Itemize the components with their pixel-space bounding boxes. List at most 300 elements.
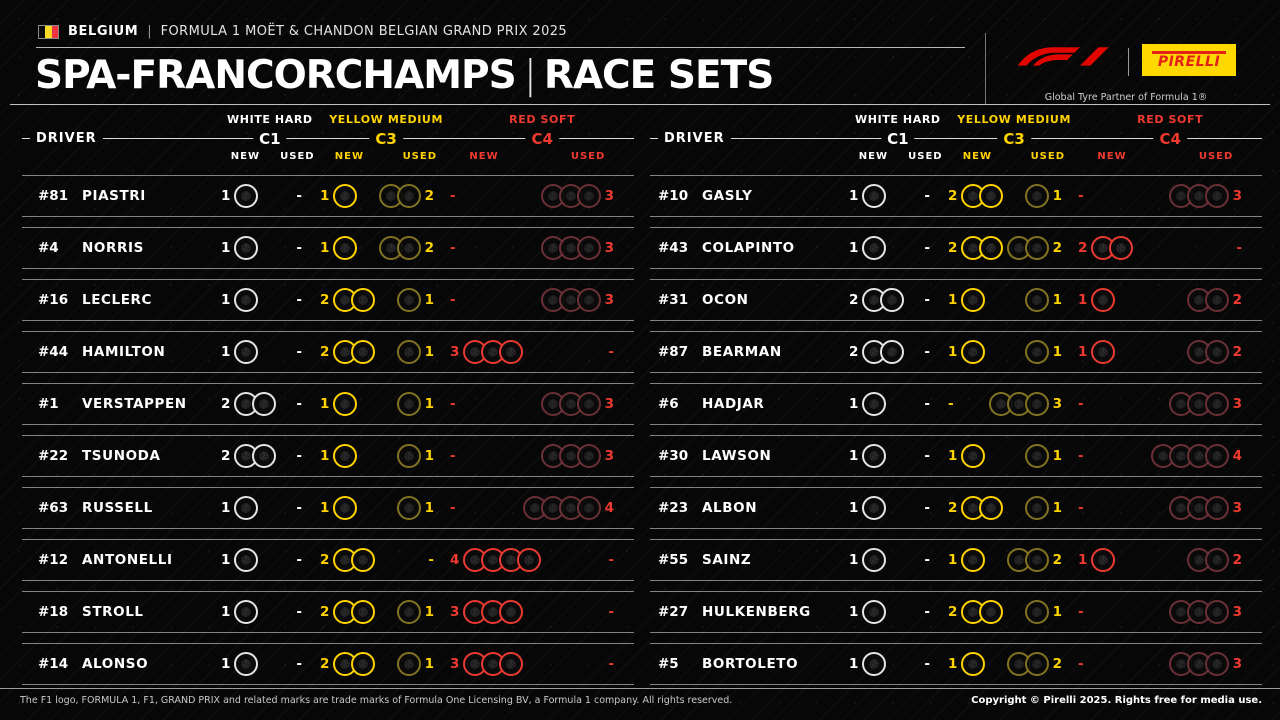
driver-cell	[650, 344, 833, 360]
header-separator: |	[147, 24, 152, 39]
tire-icon-c4-new	[1109, 236, 1133, 260]
soft-tyres-cell	[1078, 332, 1262, 372]
medium-tyres-cell	[948, 176, 1078, 216]
hard-new-sets	[221, 288, 258, 312]
table-row	[22, 383, 634, 425]
tire-icon-c3-new	[333, 496, 357, 520]
hard-used-sets	[296, 656, 302, 672]
col-header-hard-used: USED	[908, 151, 943, 162]
set-count: 1	[948, 292, 958, 308]
no-sets-dash: -	[924, 240, 930, 256]
no-sets-dash: -	[1078, 656, 1084, 672]
tire-icons	[463, 548, 541, 572]
hard-new-sets	[849, 496, 886, 520]
hard-new-sets	[849, 444, 886, 468]
table-row	[650, 383, 1262, 425]
tire-icons	[234, 496, 258, 520]
driver-number: #43	[658, 240, 689, 256]
no-sets-dash: -	[296, 604, 302, 620]
tire-icons	[1091, 288, 1115, 312]
set-count: 2	[1232, 344, 1242, 360]
no-sets-dash: -	[608, 656, 614, 672]
tire-icons	[234, 392, 276, 416]
driver-name: TSUNODA	[82, 448, 161, 464]
medium-used-sets	[1025, 444, 1062, 468]
table-right	[650, 112, 1262, 695]
medium-used-sets	[397, 652, 434, 676]
driver-number: #30	[658, 448, 689, 464]
tire-icon-c4-used	[577, 392, 601, 416]
soft-new-sets	[450, 292, 456, 308]
hard-used-sets	[296, 292, 302, 308]
tire-icons	[1169, 496, 1229, 520]
tire-icons	[862, 340, 904, 364]
driver-name: VERSTAPPEN	[82, 396, 187, 412]
soft-tyres-cell	[1078, 228, 1262, 268]
soft-tyres-cell	[1078, 280, 1262, 320]
medium-tyres-cell	[320, 592, 450, 632]
hard-new-sets	[221, 184, 258, 208]
driver-cell	[22, 344, 205, 360]
driver-name: ALBON	[702, 500, 758, 516]
no-sets-dash: -	[450, 292, 456, 308]
tire-icons	[234, 236, 258, 260]
medium-new-sets	[948, 184, 1003, 208]
driver-name: ANTONELLI	[82, 552, 173, 568]
tire-icons	[862, 184, 886, 208]
tire-icon-c3-new	[351, 600, 375, 624]
driver-name: HAMILTON	[82, 344, 166, 360]
driver-name: HADJAR	[702, 396, 765, 412]
no-sets-dash: -	[1236, 240, 1242, 256]
medium-new-sets	[320, 288, 375, 312]
compound-code-c1: C1	[253, 130, 286, 148]
col-header-medium-used: USED	[1030, 151, 1066, 162]
tire-icon-c4-new	[499, 600, 523, 624]
driver-cell	[22, 604, 205, 620]
set-count: 2	[1078, 240, 1088, 256]
tire-icon-c1-new	[234, 548, 258, 572]
hard-new-sets	[849, 236, 886, 260]
tire-icons	[1169, 652, 1229, 676]
tire-icons	[333, 444, 357, 468]
soft-new-sets	[450, 600, 523, 624]
tire-icons	[1025, 600, 1049, 624]
tire-icons	[333, 600, 375, 624]
tire-icon-c3-new	[979, 184, 1003, 208]
tire-icons	[1091, 340, 1115, 364]
medium-tyres-cell	[948, 592, 1078, 632]
set-count: 1	[424, 656, 434, 672]
soft-new-sets	[1078, 448, 1084, 464]
tire-icons	[1187, 548, 1229, 572]
no-sets-dash: -	[450, 448, 456, 464]
hard-used-sets	[924, 604, 930, 620]
tire-icon-c1-new	[862, 236, 886, 260]
tire-icons	[541, 444, 601, 468]
medium-new-sets	[948, 444, 985, 468]
driver-cell	[650, 604, 833, 620]
set-count: 2	[221, 396, 231, 412]
tire-icon-c4-new	[1091, 548, 1115, 572]
table-row	[22, 643, 634, 685]
set-count: 1	[221, 552, 231, 568]
tire-icon-c3-new	[351, 652, 375, 676]
tire-icons	[862, 444, 886, 468]
tire-icon-c3-new	[961, 340, 985, 364]
tire-icon-c4-new	[1091, 288, 1115, 312]
no-sets-dash: -	[450, 240, 456, 256]
tire-icons	[234, 340, 258, 364]
tire-icons	[234, 288, 258, 312]
tire-icon-c4-used	[1205, 288, 1229, 312]
tire-icons	[1169, 184, 1229, 208]
driver-number: #55	[658, 552, 689, 568]
medium-used-sets	[379, 184, 434, 208]
soft-used-sets	[1169, 652, 1242, 676]
tire-icons	[1007, 652, 1049, 676]
soft-used-sets	[541, 288, 614, 312]
soft-new-sets	[1078, 656, 1084, 672]
medium-tyres-cell	[948, 540, 1078, 580]
set-count: 2	[948, 500, 958, 516]
set-count: 1	[1078, 344, 1088, 360]
table-row	[22, 435, 634, 477]
no-sets-dash: -	[296, 396, 302, 412]
tire-icons	[234, 652, 258, 676]
driver-number: #22	[38, 448, 69, 464]
col-header-medium-new: NEW	[334, 151, 365, 162]
set-count: 3	[1232, 188, 1242, 204]
page-title-circuit: SPA-FRANCORCHAMPS	[35, 53, 516, 98]
soft-new-sets	[1078, 500, 1084, 516]
tire-icons	[1007, 548, 1049, 572]
soft-used-sets	[1169, 496, 1242, 520]
no-sets-dash: -	[924, 292, 930, 308]
no-sets-dash: -	[1078, 448, 1084, 464]
medium-used-sets	[397, 600, 434, 624]
hard-tyres-cell	[833, 592, 948, 632]
no-sets-dash: -	[924, 500, 930, 516]
medium-new-sets	[948, 600, 1003, 624]
no-sets-dash: -	[450, 188, 456, 204]
no-sets-dash: -	[450, 396, 456, 412]
soft-tyres-cell	[450, 540, 634, 580]
driver-number: #23	[658, 500, 689, 516]
set-count: 3	[450, 604, 460, 620]
tire-icon-c4-new	[499, 652, 523, 676]
table-row	[22, 279, 634, 321]
tire-icon-c3-used	[1025, 496, 1049, 520]
no-sets-dash: -	[924, 552, 930, 568]
set-count: 1	[221, 188, 231, 204]
table-row	[650, 331, 1262, 373]
tire-icons	[862, 548, 886, 572]
set-count: 1	[849, 448, 859, 464]
soft-tyres-cell	[1078, 540, 1262, 580]
tire-icons	[333, 288, 375, 312]
set-count: 2	[948, 188, 958, 204]
set-count: 2	[320, 292, 330, 308]
hard-tyres-cell	[833, 540, 948, 580]
tire-icon-c4-used	[1205, 444, 1229, 468]
set-count: 1	[1052, 448, 1062, 464]
set-count: 2	[948, 240, 958, 256]
medium-new-sets	[320, 236, 357, 260]
tire-icons	[961, 236, 1003, 260]
tire-icon-c3-used	[397, 288, 421, 312]
col-header-soft-used: USED	[570, 151, 606, 162]
no-sets-dash: -	[296, 240, 302, 256]
tire-icons	[333, 340, 375, 364]
medium-new-sets	[948, 396, 954, 412]
driver-name: RUSSELL	[82, 500, 153, 516]
tire-icons	[961, 600, 1003, 624]
medium-new-sets	[320, 496, 357, 520]
soft-new-sets	[450, 448, 456, 464]
hard-used-sets	[924, 448, 930, 464]
no-sets-dash: -	[296, 656, 302, 672]
tire-icons	[234, 444, 276, 468]
hard-used-sets	[296, 500, 302, 516]
no-sets-dash: -	[924, 656, 930, 672]
hard-new-sets	[849, 392, 886, 416]
set-count: 3	[604, 188, 614, 204]
belgium-flag-icon	[38, 25, 59, 39]
hard-tyres-cell	[205, 436, 320, 476]
driver-name: STROLL	[82, 604, 144, 620]
soft-used-sets	[523, 496, 614, 520]
tire-icon-c3-used	[397, 652, 421, 676]
tire-icon-c3-new	[333, 444, 357, 468]
tire-icon-c1-new	[862, 444, 886, 468]
soft-used-sets	[541, 444, 614, 468]
no-sets-dash: -	[1078, 188, 1084, 204]
hard-used-sets	[296, 344, 302, 360]
soft-new-sets	[1078, 396, 1084, 412]
hard-tyres-cell	[833, 228, 948, 268]
tire-icons	[989, 392, 1049, 416]
table-row	[650, 175, 1262, 217]
col-header-soft-new: NEW	[469, 151, 499, 162]
tire-icons	[961, 288, 985, 312]
tire-icons	[333, 236, 357, 260]
tire-icon-c3-used	[397, 392, 421, 416]
set-count: 1	[1078, 552, 1088, 568]
hard-tyres-cell	[205, 488, 320, 528]
tire-icons	[1025, 184, 1049, 208]
no-sets-dash: -	[296, 500, 302, 516]
tire-icon-c3-used	[1025, 236, 1049, 260]
soft-tyres-cell	[1078, 384, 1262, 424]
hard-new-sets	[221, 340, 258, 364]
hard-used-sets	[924, 500, 930, 516]
col-header-hard-new: NEW	[230, 151, 260, 162]
soft-used-sets	[1187, 340, 1242, 364]
set-count: 1	[948, 552, 958, 568]
set-count: 2	[849, 344, 859, 360]
medium-tyres-cell	[320, 384, 450, 424]
tire-icons	[234, 600, 258, 624]
soft-tyres-cell	[450, 436, 634, 476]
tire-icon-c3-new	[351, 288, 375, 312]
soft-new-sets	[450, 548, 541, 572]
hard-used-sets	[296, 396, 302, 412]
soft-new-sets	[450, 396, 456, 412]
set-count: 1	[849, 604, 859, 620]
tire-icons	[463, 652, 523, 676]
set-count: 3	[1232, 656, 1242, 672]
set-count: 4	[604, 500, 614, 516]
medium-used-sets	[379, 236, 434, 260]
driver-number: #63	[38, 500, 69, 516]
soft-used-sets	[1169, 600, 1242, 624]
tire-icon-c3-used	[1025, 548, 1049, 572]
soft-used-sets	[1187, 288, 1242, 312]
tire-icons	[463, 600, 523, 624]
medium-new-sets	[320, 340, 375, 364]
tire-icons	[862, 600, 886, 624]
driver-name: OCON	[702, 292, 749, 308]
soft-used-sets	[608, 552, 614, 568]
footer-copyright-text: Copyright © Pirelli 2025. Rights free for media use.	[971, 695, 1262, 706]
set-count: 1	[221, 656, 231, 672]
tire-icons	[397, 600, 421, 624]
medium-used-sets	[397, 288, 434, 312]
tire-icon-c3-new	[333, 184, 357, 208]
soft-used-sets	[1151, 444, 1242, 468]
tire-icon-c1-new	[234, 184, 258, 208]
soft-used-sets	[608, 656, 614, 672]
tire-icon-c4-new	[1091, 340, 1115, 364]
set-count: 2	[1052, 656, 1062, 672]
set-count: 3	[1232, 500, 1242, 516]
driver-name: GASLY	[702, 188, 753, 204]
tire-icons	[1091, 236, 1133, 260]
soft-used-sets	[1187, 548, 1242, 572]
medium-new-sets	[320, 184, 357, 208]
hard-tyres-cell	[833, 436, 948, 476]
hard-used-sets	[296, 552, 302, 568]
footer-divider-line	[0, 688, 1280, 689]
driver-number: #6	[658, 396, 679, 412]
driver-number: #44	[38, 344, 69, 360]
hard-tyres-cell	[205, 540, 320, 580]
driver-cell	[650, 292, 833, 308]
set-count: 2	[849, 292, 859, 308]
hard-used-sets	[296, 188, 302, 204]
driver-cell	[22, 240, 205, 256]
medium-used-sets	[1025, 340, 1062, 364]
tire-icons	[961, 444, 985, 468]
tire-icon-c3-new	[979, 496, 1003, 520]
soft-tyres-cell	[1078, 644, 1262, 684]
tire-icon-c3-used	[397, 184, 421, 208]
tire-icons	[1169, 392, 1229, 416]
driver-number: #18	[38, 604, 69, 620]
col-header-medium-used: USED	[402, 151, 438, 162]
compound-code-c4: C4	[525, 130, 558, 148]
set-count: 1	[849, 656, 859, 672]
table-rows	[22, 175, 634, 685]
soft-tyres-cell	[450, 644, 634, 684]
tire-icons	[961, 340, 985, 364]
tire-icon-c1-new	[234, 236, 258, 260]
table-row	[22, 331, 634, 373]
medium-new-sets	[320, 392, 357, 416]
set-count: 1	[320, 188, 330, 204]
set-count: 3	[450, 344, 460, 360]
set-count: 2	[320, 552, 330, 568]
no-sets-dash: -	[924, 188, 930, 204]
tire-icon-c3-new	[333, 392, 357, 416]
tire-icon-c4-new	[517, 548, 541, 572]
hard-tyres-cell	[205, 280, 320, 320]
col-header-soft-new: NEW	[1097, 151, 1127, 162]
medium-new-sets	[320, 548, 375, 572]
set-count: 1	[424, 500, 434, 516]
driver-number: #1	[38, 396, 59, 412]
tire-icons	[379, 184, 421, 208]
set-count: 2	[1052, 552, 1062, 568]
set-count: 1	[1052, 604, 1062, 620]
tire-icon-c4-used	[1205, 496, 1229, 520]
medium-new-sets	[320, 600, 375, 624]
set-count: 3	[1232, 604, 1242, 620]
driver-cell	[22, 188, 205, 204]
table-row	[22, 227, 634, 269]
hard-used-sets	[924, 656, 930, 672]
hard-new-sets	[221, 600, 258, 624]
set-count: 1	[424, 344, 434, 360]
compound-code-c3: C3	[369, 130, 402, 148]
tire-icons	[397, 444, 421, 468]
set-count: 3	[604, 396, 614, 412]
tire-icon-c4-used	[577, 288, 601, 312]
soft-tyres-cell	[450, 280, 634, 320]
soft-tyres-cell	[1078, 176, 1262, 216]
set-count: 1	[1052, 292, 1062, 308]
hard-tyres-cell	[205, 332, 320, 372]
driver-number: #10	[658, 188, 689, 204]
table-row	[650, 435, 1262, 477]
soft-new-sets	[1078, 188, 1084, 204]
tire-icon-c4-used	[1205, 652, 1229, 676]
driver-number: #27	[658, 604, 689, 620]
soft-used-sets	[608, 604, 614, 620]
tire-icons	[333, 496, 357, 520]
medium-used-sets	[397, 496, 434, 520]
event-header	[38, 24, 567, 39]
driver-cell	[650, 188, 833, 204]
title-separator: |	[523, 53, 536, 98]
tire-icons	[1025, 288, 1049, 312]
driver-cell	[650, 396, 833, 412]
no-sets-dash: -	[924, 448, 930, 464]
no-sets-dash: -	[296, 552, 302, 568]
tire-icon-c1-new	[252, 392, 276, 416]
set-count: 1	[849, 188, 859, 204]
medium-new-sets	[320, 444, 357, 468]
soft-tyres-cell	[450, 332, 634, 372]
tire-icons	[397, 652, 421, 676]
compound-name-soft: RED SOFT	[509, 113, 576, 126]
no-sets-dash: -	[450, 500, 456, 516]
set-count: 1	[221, 344, 231, 360]
tire-icon-c3-used	[1025, 288, 1049, 312]
soft-used-sets	[1236, 240, 1242, 256]
medium-used-sets	[1025, 184, 1062, 208]
